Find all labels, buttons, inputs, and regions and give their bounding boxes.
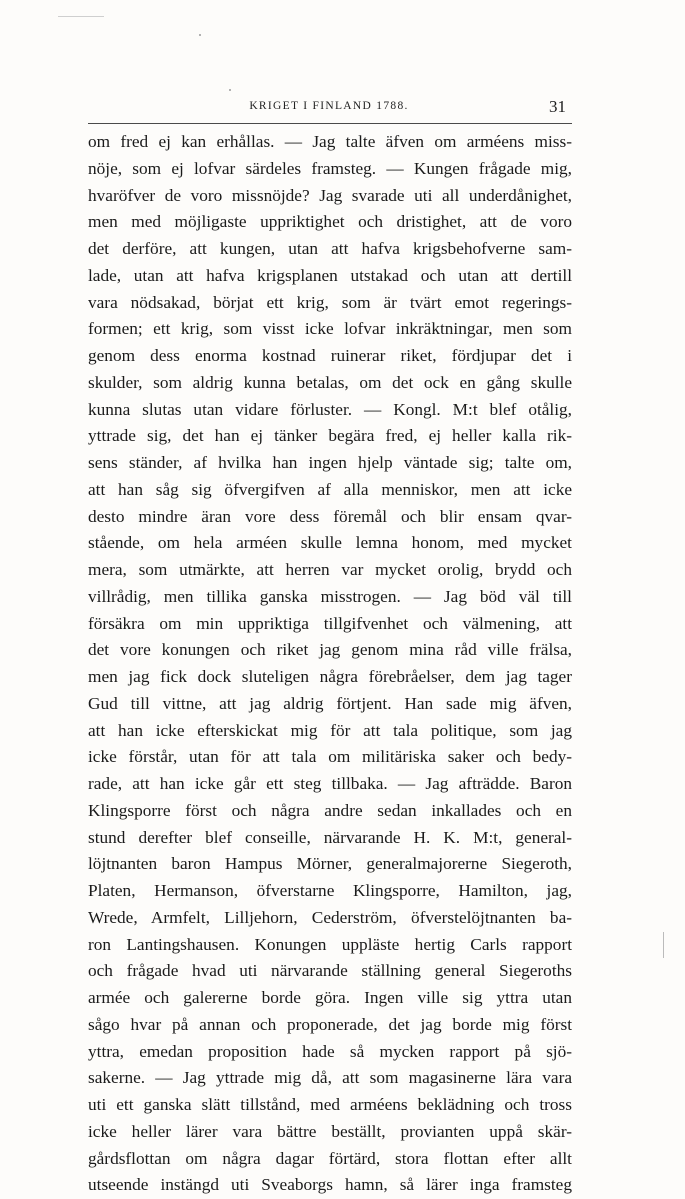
text-line: men jag fick dock sluteligen några förebråelser, dem jag tager	[88, 667, 572, 686]
running-head: KRIGET I FINLAND 1788.	[249, 100, 409, 112]
text-line: stund derefter blef conseille, närvarande H. K. M:t, general-	[88, 827, 572, 847]
text-line: det vore konungen och riket jag genom mina råd ville frälsa,	[88, 640, 572, 660]
text-line: att han icke efterskickat mig för att tala politique, som jag	[88, 720, 572, 740]
text-line: skulder, som aldrig kunna betalas, om det ock en gång skulle	[88, 372, 572, 392]
text-line: icke heller lärer vara bättre beställt, provianten uppå skär-	[88, 1121, 572, 1141]
header-rule	[88, 123, 572, 124]
text-line: ron Lantingshausen. Konungen uppläste hertig Carls rapport	[88, 934, 572, 954]
text-line: nöje, som ej lofvar särdeles framsteg. — Kungen frågade mig,	[88, 158, 572, 178]
text-line: villrådig, men tillika ganska misstrogen. — Jag böd väl till	[88, 586, 572, 606]
text-line: kunna slutas utan vidare förluster. — Kongl. M:t blef otålig,	[88, 399, 572, 419]
text-line: det derföre, att kungen, utan att hafva krigsbehofverne sam-	[88, 239, 572, 258]
text-line: att han såg sig öfvergifven af alla menniskor, men att icke	[88, 479, 572, 499]
body-text	[88, 129, 572, 1199]
text-line: Klingsporre först och några andre sedan inkallades och en	[88, 800, 572, 820]
text-line: om fred ej kan erhållas. — Jag talte äfven om arméens miss-	[88, 132, 572, 151]
text-line: löjtnanten baron Hampus Mörner, generalmajorerne Siegeroth,	[88, 854, 572, 874]
text-line: yttrade sig, det han ej tänker begära fred, ej heller kalla rik-	[88, 426, 572, 446]
text-line: sens ständer, af hvilka han ingen hjelp väntade sig; talte om,	[88, 453, 572, 472]
text-line: stående, om hela arméen skulle lemna honom, med mycket	[88, 533, 572, 553]
text-line: formen; ett krig, som visst icke lofvar inkräktningar, men som	[88, 319, 572, 339]
text-line: icke förstår, utan för att tala om militäriska saker och bedy-	[88, 747, 572, 767]
text-line: sakerne. — Jag yttrade mig då, att som magasinerne lära vara	[88, 1068, 572, 1088]
text-line: gårdsflottan om några dagar förtärd, stora flottan efter allt	[88, 1148, 572, 1168]
text-line: utseende instängd uti Sveaborgs hamn, så lärer inga framsteg	[88, 1175, 572, 1195]
text-line: armée och galererne borde göra. Ingen ville sig yttra utan	[88, 988, 572, 1007]
page-number: 31	[549, 97, 566, 116]
text-line: rade, att han icke går ett steg tillbaka. — Jag afträdde. Baron	[88, 774, 572, 793]
scan-artifact-dot	[229, 89, 231, 91]
text-line: uti ett ganska slätt tillstånd, med arméens beklädning och tross	[88, 1095, 572, 1114]
scan-artifact-line	[58, 16, 104, 17]
page-header	[88, 97, 570, 121]
text-line: genom dess enorma kostnad ruinerar riket, fördjupar det i	[88, 346, 572, 365]
text-line: Platen, Hermanson, öfverstarne Klingsporre, Hamilton, jag,	[88, 881, 572, 900]
text-line: sågo hvar på annan och proponerade, det jag borde mig först	[88, 1014, 572, 1034]
text-line: lade, utan att hafva krigsplanen utstakad och utan att dertill	[88, 265, 572, 285]
scan-artifact-dot	[199, 34, 201, 36]
text-line: vara nödsakad, börjat ett krig, som är tvärt emot regerings-	[88, 292, 572, 312]
text-line: yttra, emedan proposition hade så mycken rapport på sjö-	[88, 1041, 572, 1061]
text-line: men med möjligaste uppriktighet och dristighet, att de voro	[88, 212, 572, 232]
text-line: försäkra om min uppriktiga tillgifvenhet och välmening, att	[88, 613, 572, 633]
text-line: desto mindre äran vore dess föremål och blir ensam qvar-	[88, 506, 572, 526]
text-line: Wrede, Armfelt, Lilljehorn, Cederström, öfverstelöjtnanten ba-	[88, 907, 572, 927]
text-line: mera, som utmärkte, att herren var mycket orolig, brydd och	[88, 560, 572, 579]
margin-mark	[663, 932, 664, 958]
text-line: Gud till vittne, att jag aldrig förtjent. Han sade mig äfven,	[88, 693, 572, 713]
text-line: och frågade hvad uti närvarande ställning general Siegeroths	[88, 961, 572, 981]
text-line: hvaröfver de voro missnöjde? Jag svarade uti all underdånighet,	[88, 185, 572, 205]
